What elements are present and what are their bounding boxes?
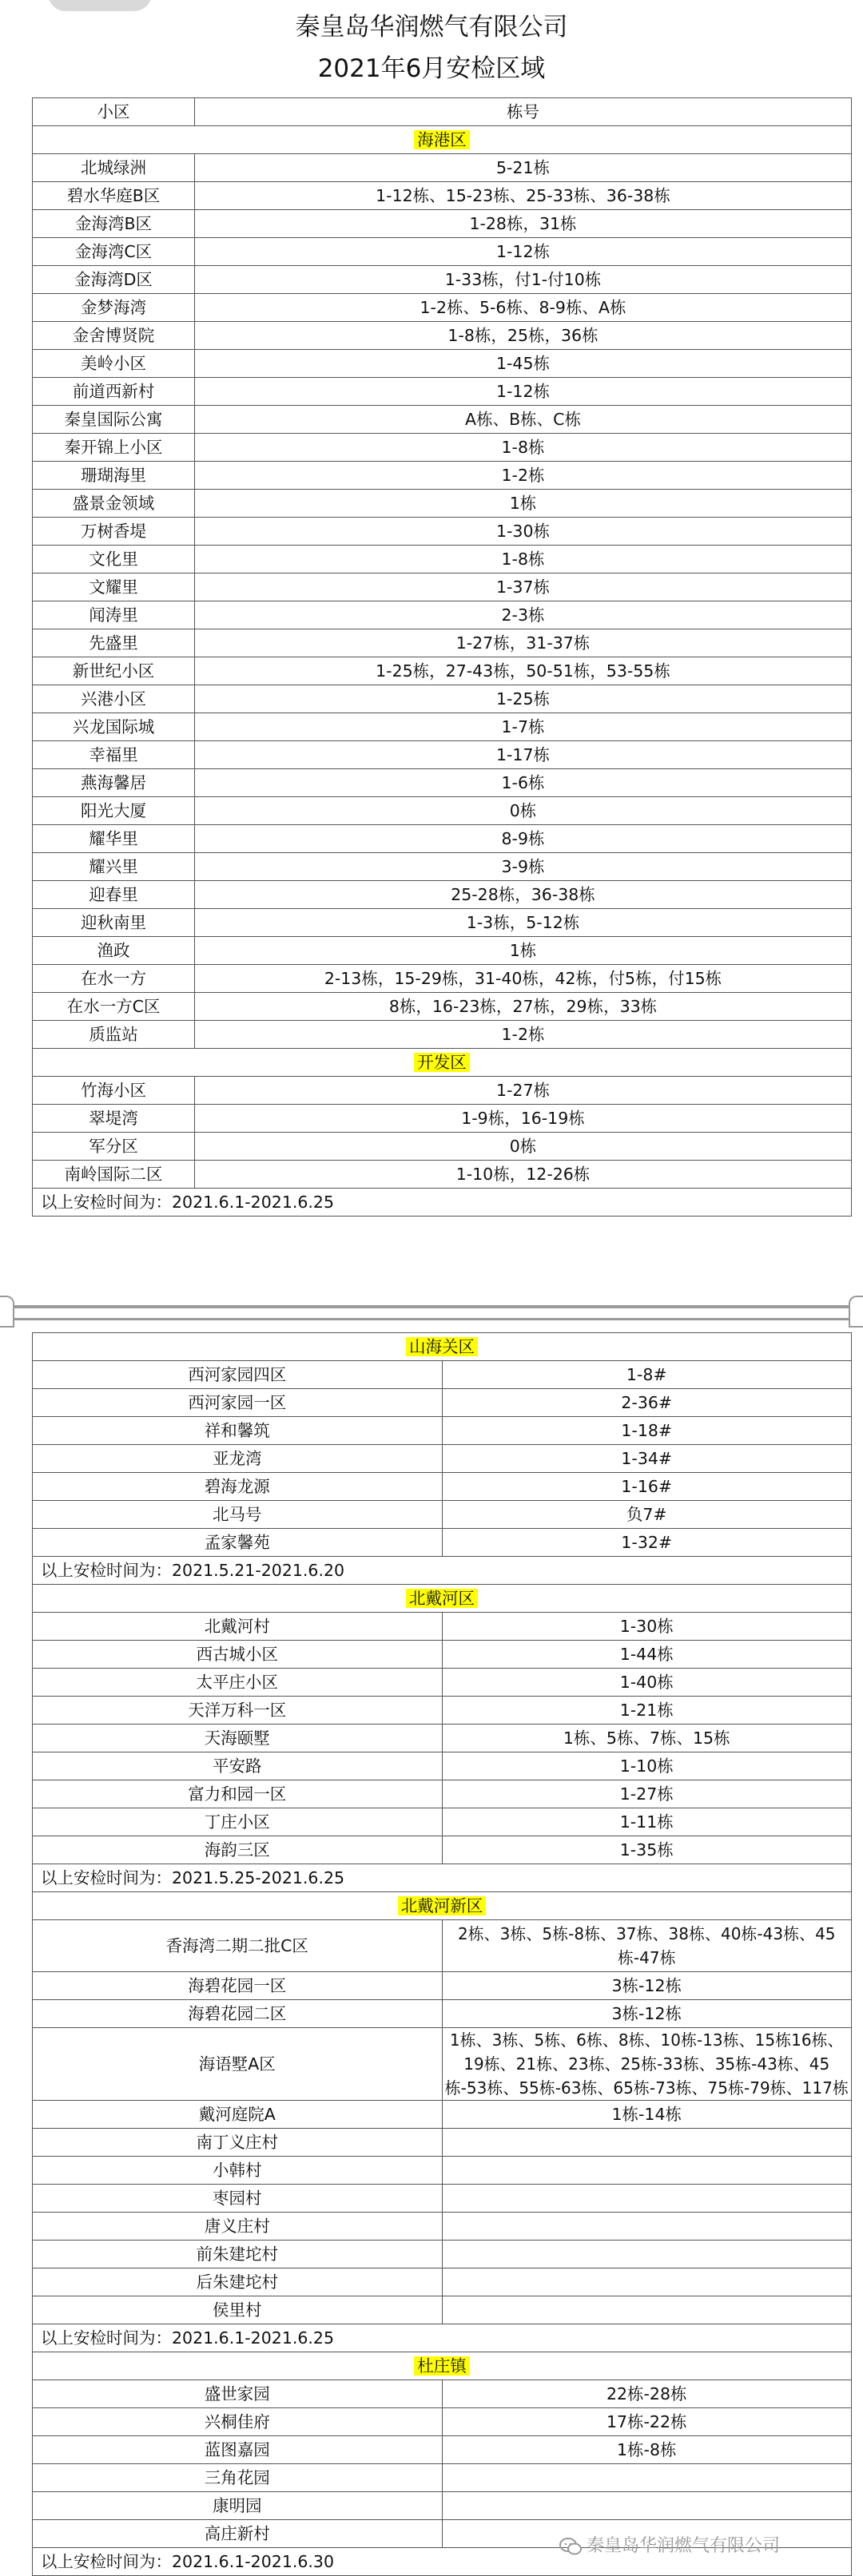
table-row bbox=[33, 2185, 852, 2213]
community-cell: 兴港小区 bbox=[33, 685, 195, 713]
table-row bbox=[33, 182, 852, 210]
table-row bbox=[33, 629, 852, 657]
table-row bbox=[33, 1752, 852, 1780]
community-cell: 康明园 bbox=[33, 2492, 443, 2520]
building-cell: 2-3栋 bbox=[195, 601, 852, 629]
table-row bbox=[33, 657, 852, 685]
section-header bbox=[33, 1892, 852, 1920]
table-row bbox=[33, 1613, 852, 1641]
building-cell: 1-9栋，16-19栋 bbox=[195, 1105, 852, 1133]
community-cell: 亚龙湾 bbox=[33, 1445, 443, 1473]
building-cell: 2-36# bbox=[442, 1389, 852, 1417]
inspection-time-note: 以上安检时间为：2021.5.25-2021.6.25 bbox=[33, 1864, 852, 1892]
table-row bbox=[33, 322, 852, 350]
building-cell: 1-10栋，12-26栋 bbox=[195, 1161, 852, 1189]
top-bar bbox=[0, 0, 863, 11]
table-row bbox=[33, 154, 852, 182]
table-row bbox=[33, 1641, 852, 1669]
section-header-row bbox=[33, 1892, 852, 1920]
section-header-row bbox=[33, 1333, 852, 1361]
community-cell: 翠堤湾 bbox=[33, 1105, 195, 1133]
table-row bbox=[33, 2296, 852, 2324]
table-row bbox=[33, 2028, 852, 2101]
table-row bbox=[33, 1780, 852, 1808]
table-row bbox=[33, 1021, 852, 1049]
table-row bbox=[33, 2101, 852, 2129]
building-cell: 1栋 bbox=[195, 490, 852, 518]
community-cell: 军分区 bbox=[33, 1133, 195, 1161]
community-cell: 阳光大厦 bbox=[33, 797, 195, 825]
building-cell: 1-28栋，31栋 bbox=[195, 210, 852, 238]
table-row bbox=[33, 1361, 852, 1389]
community-cell: 金海湾B区 bbox=[33, 210, 195, 238]
table-row bbox=[33, 1389, 852, 1417]
section-name: 北戴河区 bbox=[406, 1589, 478, 1608]
section-name: 山海关区 bbox=[406, 1337, 478, 1356]
table-row bbox=[33, 797, 852, 825]
section-header-row bbox=[33, 126, 852, 154]
building-cell: 1-3栋，5-12栋 bbox=[195, 909, 852, 937]
table-row bbox=[33, 350, 852, 378]
section-header bbox=[33, 2352, 852, 2380]
table-row bbox=[33, 2464, 852, 2492]
table-row bbox=[33, 1725, 852, 1752]
community-cell: 天海颐墅 bbox=[33, 1725, 443, 1752]
building-cell: 1-8栋，25栋，36栋 bbox=[195, 322, 852, 350]
building-cell: 1-6栋 bbox=[195, 769, 852, 797]
building-cell: A栋、B栋、C栋 bbox=[195, 406, 852, 434]
community-cell: 质监站 bbox=[33, 1021, 195, 1049]
table-row bbox=[33, 490, 852, 518]
table-row bbox=[33, 741, 852, 769]
column-header-community: 小区 bbox=[33, 98, 195, 126]
table-row bbox=[33, 210, 852, 238]
table-row bbox=[33, 853, 852, 881]
table-row bbox=[33, 518, 852, 546]
community-cell: 新世纪小区 bbox=[33, 657, 195, 685]
community-cell: 戴河庭院A bbox=[33, 2101, 443, 2129]
table-header-row bbox=[33, 98, 852, 126]
building-cell: 1-2栋 bbox=[195, 1021, 852, 1049]
community-cell: 在水一方 bbox=[33, 965, 195, 993]
table-row bbox=[33, 1417, 852, 1445]
community-cell: 丁庄小区 bbox=[33, 1808, 443, 1836]
table-row bbox=[33, 909, 852, 937]
community-cell: 先盛里 bbox=[33, 629, 195, 657]
watermark-text: 秦皇岛华润燃气有限公司 bbox=[587, 2536, 781, 2556]
community-cell: 前朱建坨村 bbox=[33, 2241, 443, 2268]
inspection-time-note: 以上安检时间为：2021.6.1-2021.6.30 bbox=[33, 2548, 852, 2576]
section-name: 杜庄镇 bbox=[414, 2356, 470, 2376]
building-cell: 2栋、3栋、5栋-8栋、37栋、38栋、40栋-43栋、45栋-47栋 bbox=[442, 1920, 852, 1972]
building-cell: 22栋-28栋 bbox=[442, 2380, 852, 2408]
building-cell: 1-27栋 bbox=[195, 1077, 852, 1105]
document-subtitle: 2021年6月安检区域 bbox=[317, 54, 546, 83]
community-cell: 西河家园一区 bbox=[33, 1389, 443, 1417]
building-cell: 1-35栋 bbox=[442, 1836, 852, 1864]
community-cell: 香海湾二期二批C区 bbox=[33, 1920, 443, 1972]
wechat-icon bbox=[559, 2538, 582, 2555]
building-cell: 1-18# bbox=[442, 1417, 852, 1445]
community-cell: 渔政 bbox=[33, 937, 195, 965]
watermark bbox=[559, 2530, 863, 2562]
community-cell: 南岭国际二区 bbox=[33, 1161, 195, 1189]
building-cell: 1-12栋 bbox=[195, 238, 852, 266]
community-cell: 北城绿洲 bbox=[33, 154, 195, 182]
table-row bbox=[33, 1473, 852, 1501]
community-cell: 天洋万科一区 bbox=[33, 1697, 443, 1725]
building-cell: 8栋，16-23栋，27栋，29栋，33栋 bbox=[195, 993, 852, 1021]
building-cell: 1-17栋 bbox=[195, 741, 852, 769]
building-cell bbox=[442, 2213, 852, 2241]
inspection-time-row bbox=[33, 1189, 852, 1217]
community-cell: 南丁义庄村 bbox=[33, 2129, 443, 2157]
inspection-table-2 bbox=[32, 1332, 852, 2576]
table-row bbox=[33, 1920, 852, 1972]
table-row bbox=[33, 1808, 852, 1836]
table-row bbox=[33, 1697, 852, 1725]
community-cell: 北马号 bbox=[33, 1501, 443, 1529]
community-cell: 平安路 bbox=[33, 1752, 443, 1780]
building-cell: 5-21栋 bbox=[195, 154, 852, 182]
table-row bbox=[33, 434, 852, 462]
building-cell: 1-7栋 bbox=[195, 713, 852, 741]
building-cell: 1-30栋 bbox=[195, 518, 852, 546]
building-cell: 1-12栋、15-23栋、25-33栋、36-38栋 bbox=[195, 182, 852, 210]
section-header bbox=[33, 1049, 852, 1077]
building-cell: 1-34# bbox=[442, 1445, 852, 1473]
community-cell: 唐义庄村 bbox=[33, 2213, 443, 2241]
community-cell: 海语墅A区 bbox=[33, 2028, 443, 2101]
table-row bbox=[33, 294, 852, 322]
section-name: 开发区 bbox=[414, 1053, 470, 1072]
community-cell: 兴桐佳府 bbox=[33, 2408, 443, 2436]
building-cell: 1栋-8栋 bbox=[442, 2436, 852, 2464]
community-cell: 后朱建坨村 bbox=[33, 2268, 443, 2296]
inspection-time-row bbox=[33, 1864, 852, 1892]
building-cell: 1-27栋 bbox=[442, 1780, 852, 1808]
table-row bbox=[33, 574, 852, 601]
building-cell: 1-25栋，27-43栋，50-51栋，53-55栋 bbox=[195, 657, 852, 685]
community-cell: 燕海馨居 bbox=[33, 769, 195, 797]
table-row bbox=[33, 2436, 852, 2464]
building-cell: 3栋-12栋 bbox=[442, 1972, 852, 2000]
inspection-time-row bbox=[33, 1557, 852, 1585]
building-cell: 1-12栋 bbox=[195, 378, 852, 406]
table-row bbox=[33, 685, 852, 713]
building-cell: 1-11栋 bbox=[442, 1808, 852, 1836]
table-row bbox=[33, 1161, 852, 1189]
building-cell: 17栋-22栋 bbox=[442, 2408, 852, 2436]
community-cell: 小韩村 bbox=[33, 2157, 443, 2185]
building-cell: 0栋 bbox=[195, 797, 852, 825]
community-cell: 文化里 bbox=[33, 546, 195, 574]
building-cell bbox=[442, 2157, 852, 2185]
page-separator bbox=[0, 1305, 863, 1308]
building-cell: 1-32# bbox=[442, 1529, 852, 1557]
community-cell: 碧水华庭B区 bbox=[33, 182, 195, 210]
table-row bbox=[33, 238, 852, 266]
community-cell: 金梦海湾 bbox=[33, 294, 195, 322]
building-cell bbox=[442, 2129, 852, 2157]
table-row bbox=[33, 406, 852, 434]
community-cell: 秦开锦上小区 bbox=[33, 434, 195, 462]
table-row bbox=[33, 2241, 852, 2268]
building-cell: 1栋、3栋、5栋、6栋、8栋、10栋-13栋、15栋16栋、19栋、21栋、23栋、25栋-33栋、35栋-43栋、45栋-53栋、55栋-63栋、65栋-73栋、75栋-79栋、117栋 bbox=[442, 2028, 852, 2101]
community-cell: 蓝图嘉园 bbox=[33, 2436, 443, 2464]
building-cell: 1-21栋 bbox=[442, 1697, 852, 1725]
community-cell: 竹海小区 bbox=[33, 1077, 195, 1105]
table-row bbox=[33, 546, 852, 574]
table-row bbox=[33, 1133, 852, 1161]
section-name: 北戴河新区 bbox=[398, 1896, 487, 1915]
community-cell: 西河家园四区 bbox=[33, 1361, 443, 1389]
community-cell: 太平庄小区 bbox=[33, 1669, 443, 1697]
table-row bbox=[33, 1077, 852, 1105]
building-cell: 1-37栋 bbox=[195, 574, 852, 601]
community-cell: 闻涛里 bbox=[33, 601, 195, 629]
building-cell: 1-16# bbox=[442, 1473, 852, 1501]
community-cell: 万树香堤 bbox=[33, 518, 195, 546]
community-cell: 在水一方C区 bbox=[33, 993, 195, 1021]
table-row bbox=[33, 2492, 852, 2520]
building-cell bbox=[442, 2492, 852, 2520]
table-row bbox=[33, 1669, 852, 1697]
community-cell: 高庄新村 bbox=[33, 2520, 443, 2548]
building-cell: 25-28栋，36-38栋 bbox=[195, 881, 852, 909]
building-cell: 1-45栋 bbox=[195, 350, 852, 378]
community-cell: 海碧花园二区 bbox=[33, 2000, 443, 2028]
table-row bbox=[33, 1972, 852, 2000]
table-row bbox=[33, 1836, 852, 1864]
community-cell: 西古城小区 bbox=[33, 1641, 443, 1669]
building-cell: 1-25栋 bbox=[195, 685, 852, 713]
table-row bbox=[33, 1529, 852, 1557]
table-row bbox=[33, 965, 852, 993]
table-row bbox=[33, 825, 852, 853]
community-cell: 海韵三区 bbox=[33, 1836, 443, 1864]
column-header-building: 栋号 bbox=[195, 98, 852, 126]
table-row bbox=[33, 713, 852, 741]
community-cell: 金海湾D区 bbox=[33, 266, 195, 294]
inspection-time-row bbox=[33, 2324, 852, 2352]
building-cell: 负7# bbox=[442, 1501, 852, 1529]
table-row bbox=[33, 2213, 852, 2241]
community-cell: 幸福里 bbox=[33, 741, 195, 769]
table-row bbox=[33, 462, 852, 490]
inspection-table-1 bbox=[32, 97, 852, 1217]
community-cell: 盛世家园 bbox=[33, 2380, 443, 2408]
community-cell: 侯里村 bbox=[33, 2296, 443, 2324]
building-cell: 1-8栋 bbox=[195, 546, 852, 574]
building-cell bbox=[442, 2268, 852, 2296]
building-cell: 1-44栋 bbox=[442, 1641, 852, 1669]
section-header bbox=[33, 1333, 852, 1361]
building-cell: 1栋、5栋、7栋、15栋 bbox=[442, 1725, 852, 1752]
building-cell: 1栋-14栋 bbox=[442, 2101, 852, 2129]
building-cell: 1-8# bbox=[442, 1361, 852, 1389]
building-cell: 1-33栋，付1-付10栋 bbox=[195, 266, 852, 294]
table-row bbox=[33, 2268, 852, 2296]
building-cell: 0栋 bbox=[195, 1133, 852, 1161]
table-row bbox=[33, 2408, 852, 2436]
inspection-time-note: 以上安检时间为：2021.6.1-2021.6.25 bbox=[33, 1189, 852, 1217]
table-row bbox=[33, 378, 852, 406]
table-row bbox=[33, 1105, 852, 1133]
building-cell: 1-8栋 bbox=[195, 434, 852, 462]
building-cell: 1-27栋，31-37栋 bbox=[195, 629, 852, 657]
building-cell: 8-9栋 bbox=[195, 825, 852, 853]
community-cell: 碧海龙源 bbox=[33, 1473, 443, 1501]
building-cell bbox=[442, 2296, 852, 2324]
community-cell: 耀兴里 bbox=[33, 853, 195, 881]
building-cell bbox=[442, 2241, 852, 2268]
section-header-row bbox=[33, 2352, 852, 2380]
community-cell: 珊瑚海里 bbox=[33, 462, 195, 490]
community-cell: 文耀里 bbox=[33, 574, 195, 601]
building-cell: 3-9栋 bbox=[195, 853, 852, 881]
community-cell: 耀华里 bbox=[33, 825, 195, 853]
table-row bbox=[33, 881, 852, 909]
community-cell: 兴龙国际城 bbox=[33, 713, 195, 741]
community-cell: 迎春里 bbox=[33, 881, 195, 909]
status-pill bbox=[48, 0, 152, 11]
building-cell: 1-2栋 bbox=[195, 462, 852, 490]
table-row bbox=[33, 2157, 852, 2185]
section-header-row bbox=[33, 1585, 852, 1613]
community-cell: 迎秋南里 bbox=[33, 909, 195, 937]
community-cell: 美岭小区 bbox=[33, 350, 195, 378]
building-cell: 1-40栋 bbox=[442, 1669, 852, 1697]
building-cell: 1-10栋 bbox=[442, 1752, 852, 1780]
community-cell: 前道西新村 bbox=[33, 378, 195, 406]
document-title: 秦皇岛华润燃气有限公司 bbox=[295, 13, 568, 42]
building-cell: 2-13栋，15-29栋，31-40栋，42栋，付5栋，付15栋 bbox=[195, 965, 852, 993]
building-cell: 3栋-12栋 bbox=[442, 2000, 852, 2028]
community-cell: 秦皇国际公寓 bbox=[33, 406, 195, 434]
table-row bbox=[33, 266, 852, 294]
table-row bbox=[33, 1445, 852, 1473]
table-row bbox=[33, 993, 852, 1021]
building-cell: 1-2栋、5-6栋、8-9栋、A栋 bbox=[195, 294, 852, 322]
community-cell: 富力和园一区 bbox=[33, 1780, 443, 1808]
section-header bbox=[33, 1585, 852, 1613]
building-cell bbox=[442, 2464, 852, 2492]
table-row bbox=[33, 2129, 852, 2157]
table-row bbox=[33, 2380, 852, 2408]
community-cell: 枣园村 bbox=[33, 2185, 443, 2213]
table-row bbox=[33, 769, 852, 797]
section-header-row bbox=[33, 1049, 852, 1077]
community-cell: 孟家馨苑 bbox=[33, 1529, 443, 1557]
building-cell bbox=[442, 2185, 852, 2213]
community-cell: 金海湾C区 bbox=[33, 238, 195, 266]
page-corner-left bbox=[0, 1296, 14, 1328]
table-row bbox=[33, 937, 852, 965]
community-cell: 三角花园 bbox=[33, 2464, 443, 2492]
community-cell: 金舍博贤院 bbox=[33, 322, 195, 350]
building-cell: 1-30栋 bbox=[442, 1613, 852, 1641]
table-row bbox=[33, 2000, 852, 2028]
page-corner-right bbox=[849, 1296, 863, 1328]
table-row bbox=[33, 1501, 852, 1529]
inspection-time-note: 以上安检时间为：2021.5.21-2021.6.20 bbox=[33, 1557, 852, 1585]
community-cell: 盛景金领域 bbox=[33, 490, 195, 518]
section-name: 海港区 bbox=[414, 130, 470, 149]
community-cell: 祥和馨筑 bbox=[33, 1417, 443, 1445]
section-header bbox=[33, 126, 852, 154]
community-cell: 海碧花园一区 bbox=[33, 1972, 443, 2000]
community-cell: 北戴河村 bbox=[33, 1613, 443, 1641]
building-cell: 1栋 bbox=[195, 937, 852, 965]
table-row bbox=[33, 601, 852, 629]
inspection-time-note: 以上安检时间为：2021.6.1-2021.6.25 bbox=[33, 2324, 852, 2352]
page-separator-inner bbox=[0, 1318, 863, 1320]
